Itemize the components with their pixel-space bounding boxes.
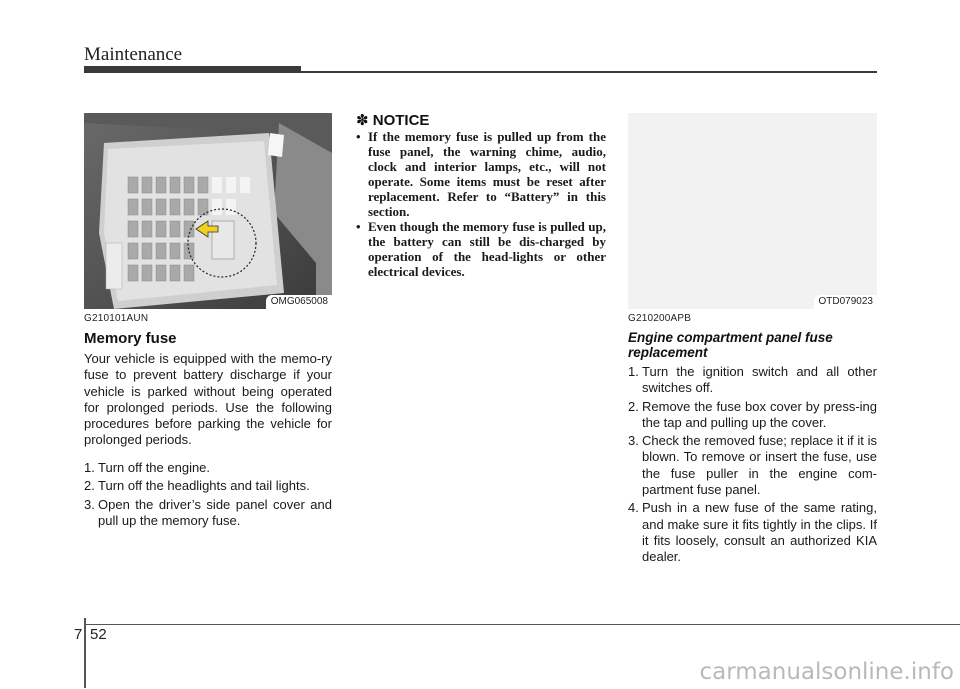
watermark: carmanualsonline.info [699,659,954,685]
page-header-title: Maintenance [84,44,183,65]
memory-fuse-paragraph: Your vehicle is equipped with the memo-ry fuse to prevent battery discharge if your vehicle is parked without being operated for prolonged periods. Use the following procedures before parking the vehicle for prolonged periods. [84,351,332,448]
list-item [84,497,332,530]
section-code-right: G210200APB [628,313,692,324]
memory-fuse-steps [84,460,332,531]
memory-fuse-heading: Memory fuse [84,330,177,347]
bullet: • [356,129,361,144]
footer-divider [84,618,86,688]
section-code-left: G210101AUN [84,313,149,324]
figure-code-right: OTD079023 [814,295,877,309]
page-number: 52 [90,626,107,643]
step-number: 1. [628,364,639,379]
step-text: Push in a new fuse of the same rating, and make sure it fits tightly in the clips. If it fits loosely, consult an authorized KIA dealer. [642,500,877,565]
step-text: Remove the fuse box cover by press-ing the tap and pulling up the cover. [642,398,877,430]
step-number: 3. [84,496,95,512]
header-rule-thin [301,71,877,73]
step-text: Check the removed fuse; replace it if it is blown. To remove or insert the fuse, use the fuse puller in the engine com-partment fuse panel. [642,433,877,498]
step-number: 2. [84,478,95,494]
fuse-panel-photo [84,113,332,309]
step-number: 3. [628,433,639,449]
figure-code-left: OMG065008 [266,295,332,309]
footer-rule [84,624,960,625]
notice-title: ✽ NOTICE [356,112,430,129]
list-item [628,399,877,432]
engine-fuse-steps [628,364,877,568]
list-item [84,460,332,476]
step-number: 1. [84,460,95,475]
step-text: Turn off the headlights and tail lights. [98,478,310,494]
notice-text: If the memory fuse is pulled up from the fuse panel, the warning chime, audio, clock and interior lamps, etc., will not operate. Some items must be reset after replacement. Refer to “Battery” in this section. [368,129,606,219]
notice-text: Even though the memory fuse is pulled up, the battery can still be dis-charged by operation of the head-lights or other electrical devices. [368,219,606,279]
step-number: 4. [628,500,639,516]
step-text: Open the driver’s side panel cover and pull up the memory fuse. [98,496,332,528]
list-item [628,433,877,498]
notice-list [356,129,606,279]
list-item [356,219,606,279]
list-item [628,364,877,397]
chapter-number: 7 [74,626,83,643]
list-item [84,478,332,494]
step-text: Turn the ignition switch and all other switches off. [642,364,877,396]
list-item [356,129,606,219]
engine-fuse-heading: Engine compartment panel fuse replacement [628,330,833,360]
header-rule-thick [84,66,301,73]
fuse-panel-illustration [84,113,332,309]
bullet: • [356,219,361,234]
list-item [628,500,877,565]
step-number: 2. [628,398,639,414]
step-text: Turn off the engine. [98,460,211,475]
engine-compartment-figure [628,113,877,309]
